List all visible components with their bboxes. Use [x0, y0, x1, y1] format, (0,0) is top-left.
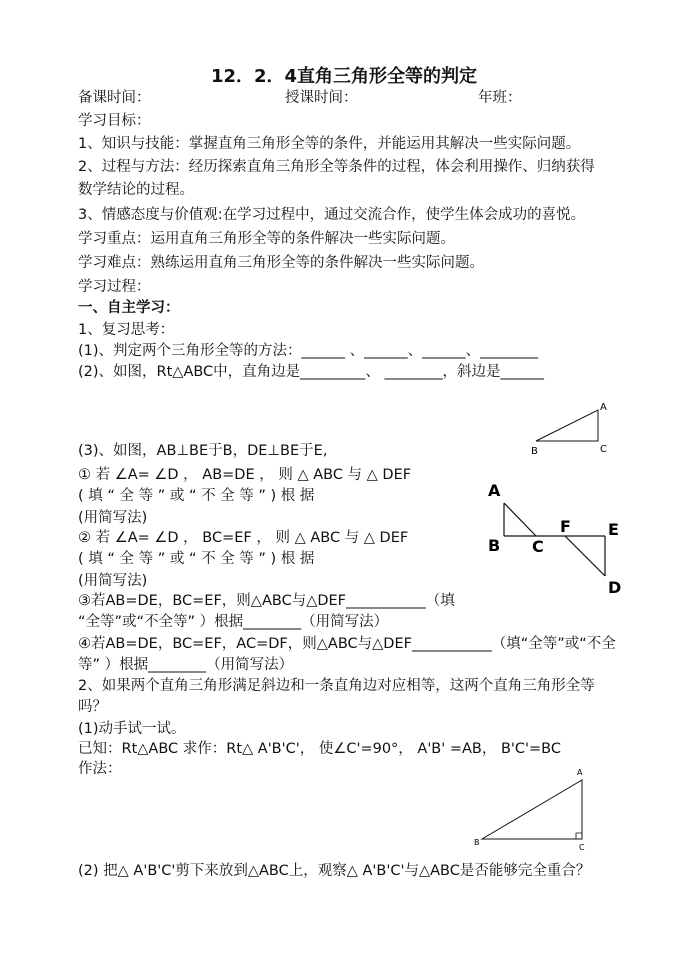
- question-4a: 2、如果两个直角三角形满足斜边和一条直角边对应相等，这两个直角三角形全等: [78, 678, 595, 694]
- question-3-3b: “全等”或“不全等” ）根据________（用简写法）: [78, 614, 389, 630]
- fig3-label-b: B: [474, 838, 480, 847]
- objective-2a: 2、过程与方法：经历探索直角三角形全等条件的过程，体会利用操作、归纳获得: [78, 159, 595, 175]
- question-3-4a: ④若AB=DE，BC=EF，AC=DF，则△ABC与△DEF___________（填“全等”或“不全: [78, 636, 616, 652]
- question-3-1a: ① 若 ∠A= ∠D ， AB=DE ， 则 △ ABC 与 △ DEF: [78, 467, 412, 483]
- triangle-abc-1: [536, 410, 598, 441]
- learning-focus: 学习重点：运用直角三角形全等的条件解决一些实际问题。: [78, 231, 455, 247]
- question-1: (1)、判定两个三角形全等的方法：______ 、______、______、________: [78, 343, 539, 359]
- fig2-label-c: C: [532, 537, 544, 556]
- objective-3: 3、情感态度与价值观:在学习过程中，通过交流合作，使学生体会成功的喜悦。: [78, 207, 586, 223]
- figure-right-triangle-1: [526, 398, 616, 460]
- header-teach-time: 授课时间：: [285, 90, 358, 106]
- question-3-2b: ( 填 “ 全 等 ” 或 “ 不 全 等 ” ) 根 据: [78, 551, 315, 567]
- fig3-label-a: A: [577, 768, 583, 777]
- fig1-label-c: C: [600, 444, 607, 455]
- page-title: 12．2．4直角三角形全等的判定: [210, 66, 478, 87]
- header-class: 年班：: [478, 90, 522, 106]
- fig1-label-b: B: [531, 446, 538, 457]
- fig1-label-a: A: [600, 402, 607, 413]
- question-3-2a: ② 若 ∠A= ∠D ， BC=EF ， 则 △ ABC 与 △ DEF: [78, 530, 409, 546]
- question-3-1b: ( 填 “ 全 等 ” 或 “ 不 全 等 ” ) 根 据: [78, 488, 315, 504]
- try-it: (1)动手试一试。: [78, 721, 186, 737]
- figure-right-triangle-2: [468, 766, 598, 852]
- fig2-label-f: F: [560, 517, 571, 536]
- fig2-label-a: A: [488, 481, 501, 500]
- question-3-1c: (用简写法): [78, 510, 148, 526]
- triangle-abc-2: [482, 780, 582, 839]
- question-5: (2) 把△ A'B'C'剪下来放到△ABC上，观察△ A'B'C'与△ABC是否能够完全重合？: [78, 863, 591, 879]
- question-3-3a: ③若AB=DE，BC=EF，则△ABC与△DEF___________（填: [78, 593, 455, 609]
- question-3-4b: 等” ）根据________（用简写法）: [78, 657, 294, 673]
- objectives-heading: 学习目标：: [78, 113, 151, 129]
- question-2: (2)、如图，Rt△ABC中，直角边是_________、 ________，斜边是______: [78, 364, 545, 380]
- given-statement: 已知：Rt△ABC 求作：Rt△ A'B'C'， 使∠C'=90°， A'B' =AB， B'C'=BC: [78, 741, 561, 757]
- fig2-label-e: E: [608, 520, 619, 539]
- segment-ac: [504, 503, 536, 536]
- objective-1: 1、知识与技能：掌握直角三角形全等的条件，并能运用其解决一些实际问题。: [78, 136, 581, 152]
- section-heading: 一、自主学习：: [78, 300, 180, 316]
- fig3-label-c: C: [579, 843, 585, 852]
- figure-perpendicular-triangles: [484, 476, 628, 602]
- fig2-label-d: D: [608, 578, 622, 597]
- construction-method: 作法：: [78, 761, 122, 777]
- question-3: (3)、如图，AB⊥BE于B，DE⊥BE于E,: [78, 443, 328, 459]
- fig2-label-b: B: [488, 536, 501, 555]
- question-3-2c: (用简写法): [78, 573, 148, 589]
- learning-process: 学习过程：: [78, 279, 151, 295]
- question-4b: 吗？: [78, 699, 107, 715]
- header-prep-time: 备课时间：: [78, 90, 151, 106]
- segment-fd: [565, 536, 605, 576]
- learning-difficulty: 学习难点：熟练运用直角三角形全等的条件解决一些实际问题。: [78, 255, 484, 271]
- right-angle-mark: [576, 833, 582, 839]
- review-heading: 1、复习思考：: [78, 322, 175, 338]
- objective-2b: 数学结论的过程。: [78, 182, 194, 198]
